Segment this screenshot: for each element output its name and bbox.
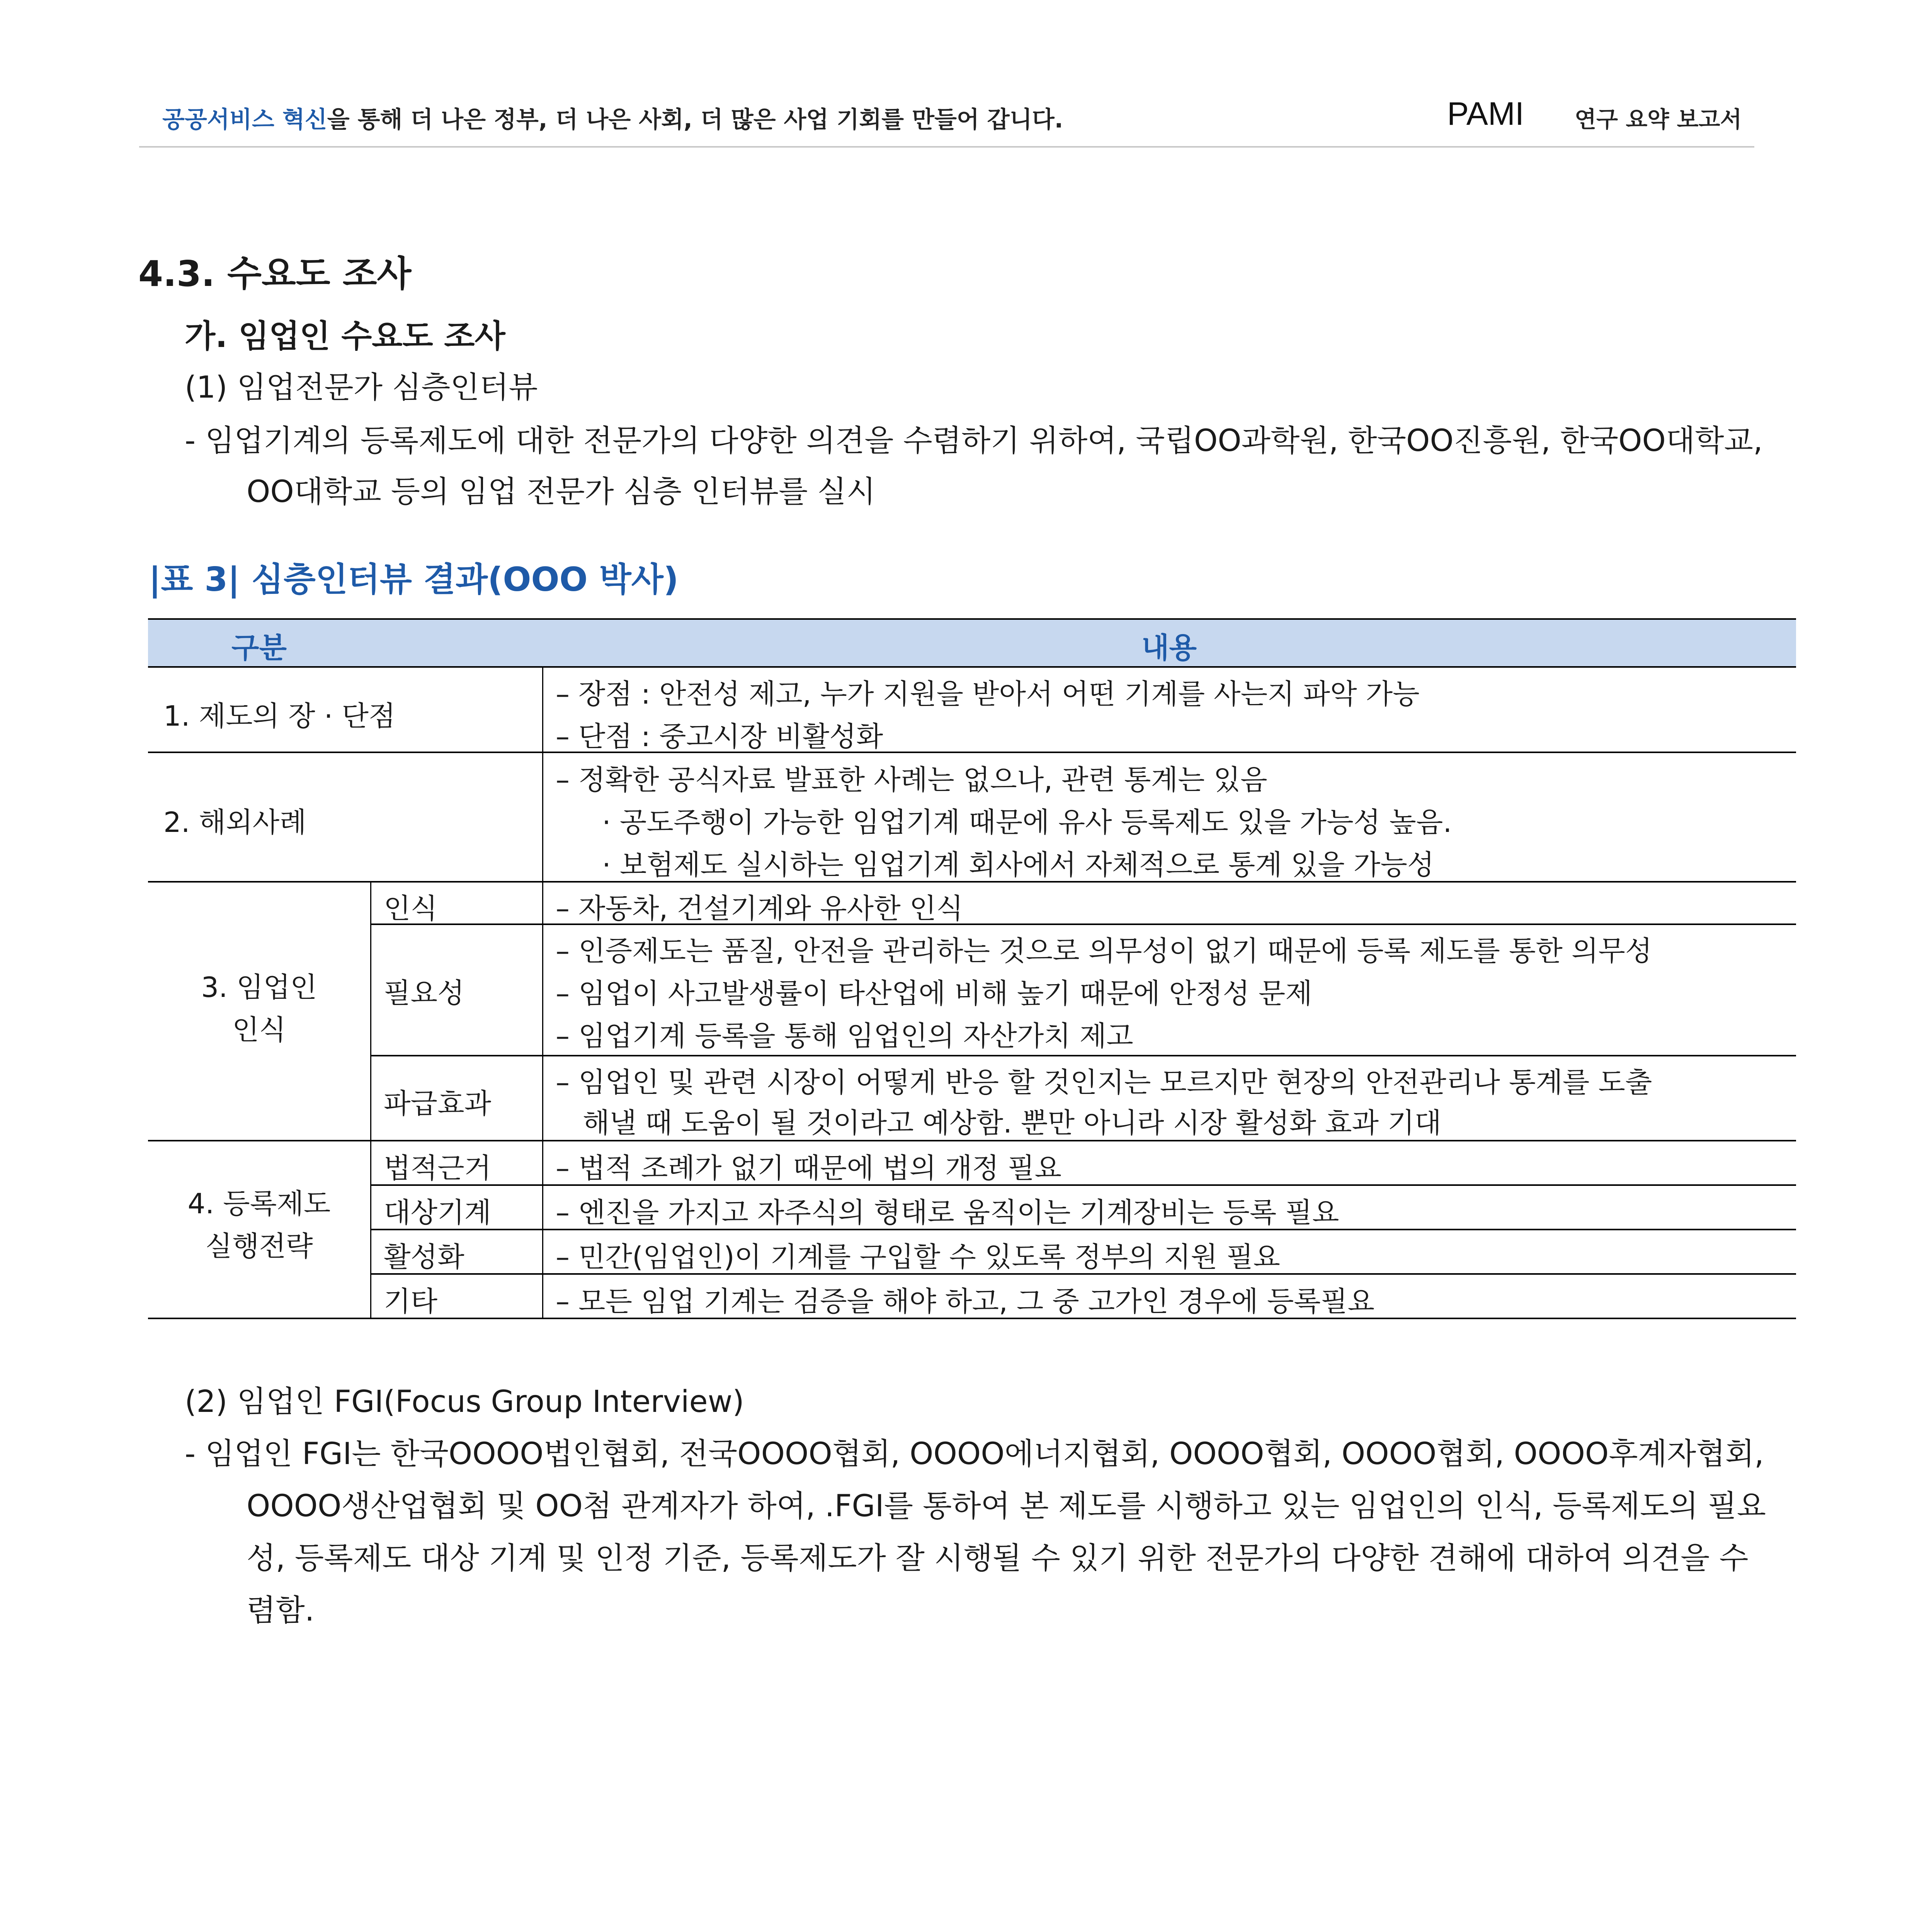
table-sub-label: 인식	[384, 892, 438, 925]
table-row-label	[148, 966, 370, 1051]
table-caption: |표 3| 심층인터뷰 결과(OOO 박사)	[149, 560, 679, 599]
table-vrule	[542, 666, 543, 1319]
table-cell: – 단점 : 중고시장 비활성화	[556, 720, 883, 753]
item1-bullet-line: - 임업기계의 등록제도에 대한 전문가의 다양한 의견을 수렴하기 위하여, 국립OO과학원, 한국OO진흥원, 한국OO대학교,	[185, 423, 1763, 458]
item2-line: OOOO생산업협회 및 OO첨 관계자가 하여, .FGI를 통하여 본 제도를 시행하고 있는 임업인의 인식, 등록제도의 필요	[247, 1489, 1766, 1524]
table-row-label: 2. 해외사례	[163, 806, 306, 838]
table-sub-label: 활성화	[384, 1241, 464, 1273]
header-divider	[139, 146, 1754, 148]
section-subtitle: 가. 임업인 수요도 조사	[185, 318, 505, 355]
table-cell: – 인증제도는 품질, 안전을 관리하는 것으로 의무성이 없기 때문에 등록 제도를 통한 의무성	[556, 935, 1652, 967]
item2-line: 성, 등록제도 대상 기계 및 인정 기준, 등록제도가 잘 시행될 수 있기 위한 전문가의 다양한 견해에 대하여 의견을 수	[247, 1541, 1749, 1576]
row3-label-line: 3. 임업인	[201, 971, 317, 1003]
table-sub-label: 법적근거	[384, 1152, 492, 1184]
slogan-rest: 을 통해 더 나은 정부, 더 나은 사회, 더 많은 사업 기회를 만들어 갑니다.	[327, 106, 1063, 133]
table-vrule	[370, 881, 371, 1319]
row4-label-line: 실행전략	[205, 1230, 313, 1262]
table-rule	[148, 752, 1796, 753]
item2-line: - 임업인 FGI는 한국OOOO법인협회, 전국OOOO협회, OOOO에너지협회, OOOO협회, OOOO협회, OOOO후계자협회,	[185, 1437, 1764, 1471]
row4-label-line: 4. 등록제도	[187, 1187, 331, 1220]
table-rule	[148, 666, 1796, 668]
item1-heading: (1) 임업전문가 심층인터뷰	[185, 370, 538, 405]
section-title: 4.3. 수요도 조사	[138, 253, 412, 294]
table-rule	[370, 1055, 1796, 1056]
table-cell: 해낼 때 도움이 될 것이라고 예상함. 뿐만 아니라 시장 활성화 효과 기대	[583, 1107, 1442, 1139]
table-header-category: 구분	[231, 631, 287, 665]
table-sub-label: 대상기계	[384, 1196, 492, 1229]
table-rule	[148, 618, 1796, 620]
table-cell: – 장점 : 안전성 제고, 누가 지원을 받아서 어떤 기계를 사는지 파악 가능	[556, 678, 1420, 710]
table-sub-label: 파급효과	[384, 1087, 492, 1120]
item2-heading: (2) 임업인 FGI(Focus Group Interview)	[185, 1384, 744, 1419]
table-cell: – 정확한 공식자료 발표한 사례는 없으나, 관련 통계는 있음	[556, 764, 1267, 796]
table-cell: – 민간(임업인)이 기계를 구입할 수 있도록 정부의 지원 필요	[556, 1241, 1280, 1273]
table-row-label: 1. 제도의 장 · 단점	[163, 700, 396, 732]
slogan-highlight: 공공서비스 혁신	[162, 106, 327, 133]
row3-label-line: 인식	[232, 1014, 286, 1046]
table-cell: – 임업이 사고발생률이 타산업에 비해 높기 때문에 안정성 문제	[556, 977, 1312, 1010]
item1-bullet-line: OO대학교 등의 임업 전문가 심층 인터뷰를 실시	[247, 474, 876, 509]
table-cell: – 엔진을 가지고 자주식의 형태로 움직이는 기계장비는 등록 필요	[556, 1196, 1339, 1229]
table-cell: – 모든 임업 기계는 검증을 해야 하고, 그 중 고가인 경우에 등록필요	[556, 1285, 1374, 1318]
table-sub-label: 필요성	[384, 977, 464, 1009]
table-cell: · 공도주행이 가능한 임업기계 때문에 유사 등록제도 있을 가능성 높음.	[602, 806, 1452, 838]
table-cell: – 법적 조례가 없기 때문에 법의 개정 필요	[556, 1152, 1062, 1184]
header-brand: PAMI	[1447, 95, 1524, 132]
table-cell: – 자동차, 건설기계와 유사한 인식	[556, 892, 963, 925]
table-cell: – 임업인 및 관련 시장이 어떻게 반응 할 것인지는 모르지만 현장의 안전관리나 통계를 도출	[556, 1066, 1652, 1099]
header-report-type: 연구 요약 보고서	[1575, 106, 1742, 133]
table-cell: – 임업기계 등록을 통해 임업인의 자산가치 제고	[556, 1020, 1133, 1052]
interview-table	[148, 618, 1796, 1320]
item2-line: 렴함.	[247, 1593, 315, 1628]
header-slogan	[162, 101, 1063, 134]
table-header-content: 내용	[1141, 631, 1197, 665]
table-row-label	[148, 1182, 370, 1267]
table-cell: · 보험제도 실시하는 임업기계 회사에서 자체적으로 통계 있을 가능성	[602, 849, 1434, 881]
table-sub-label: 기타	[384, 1285, 438, 1318]
